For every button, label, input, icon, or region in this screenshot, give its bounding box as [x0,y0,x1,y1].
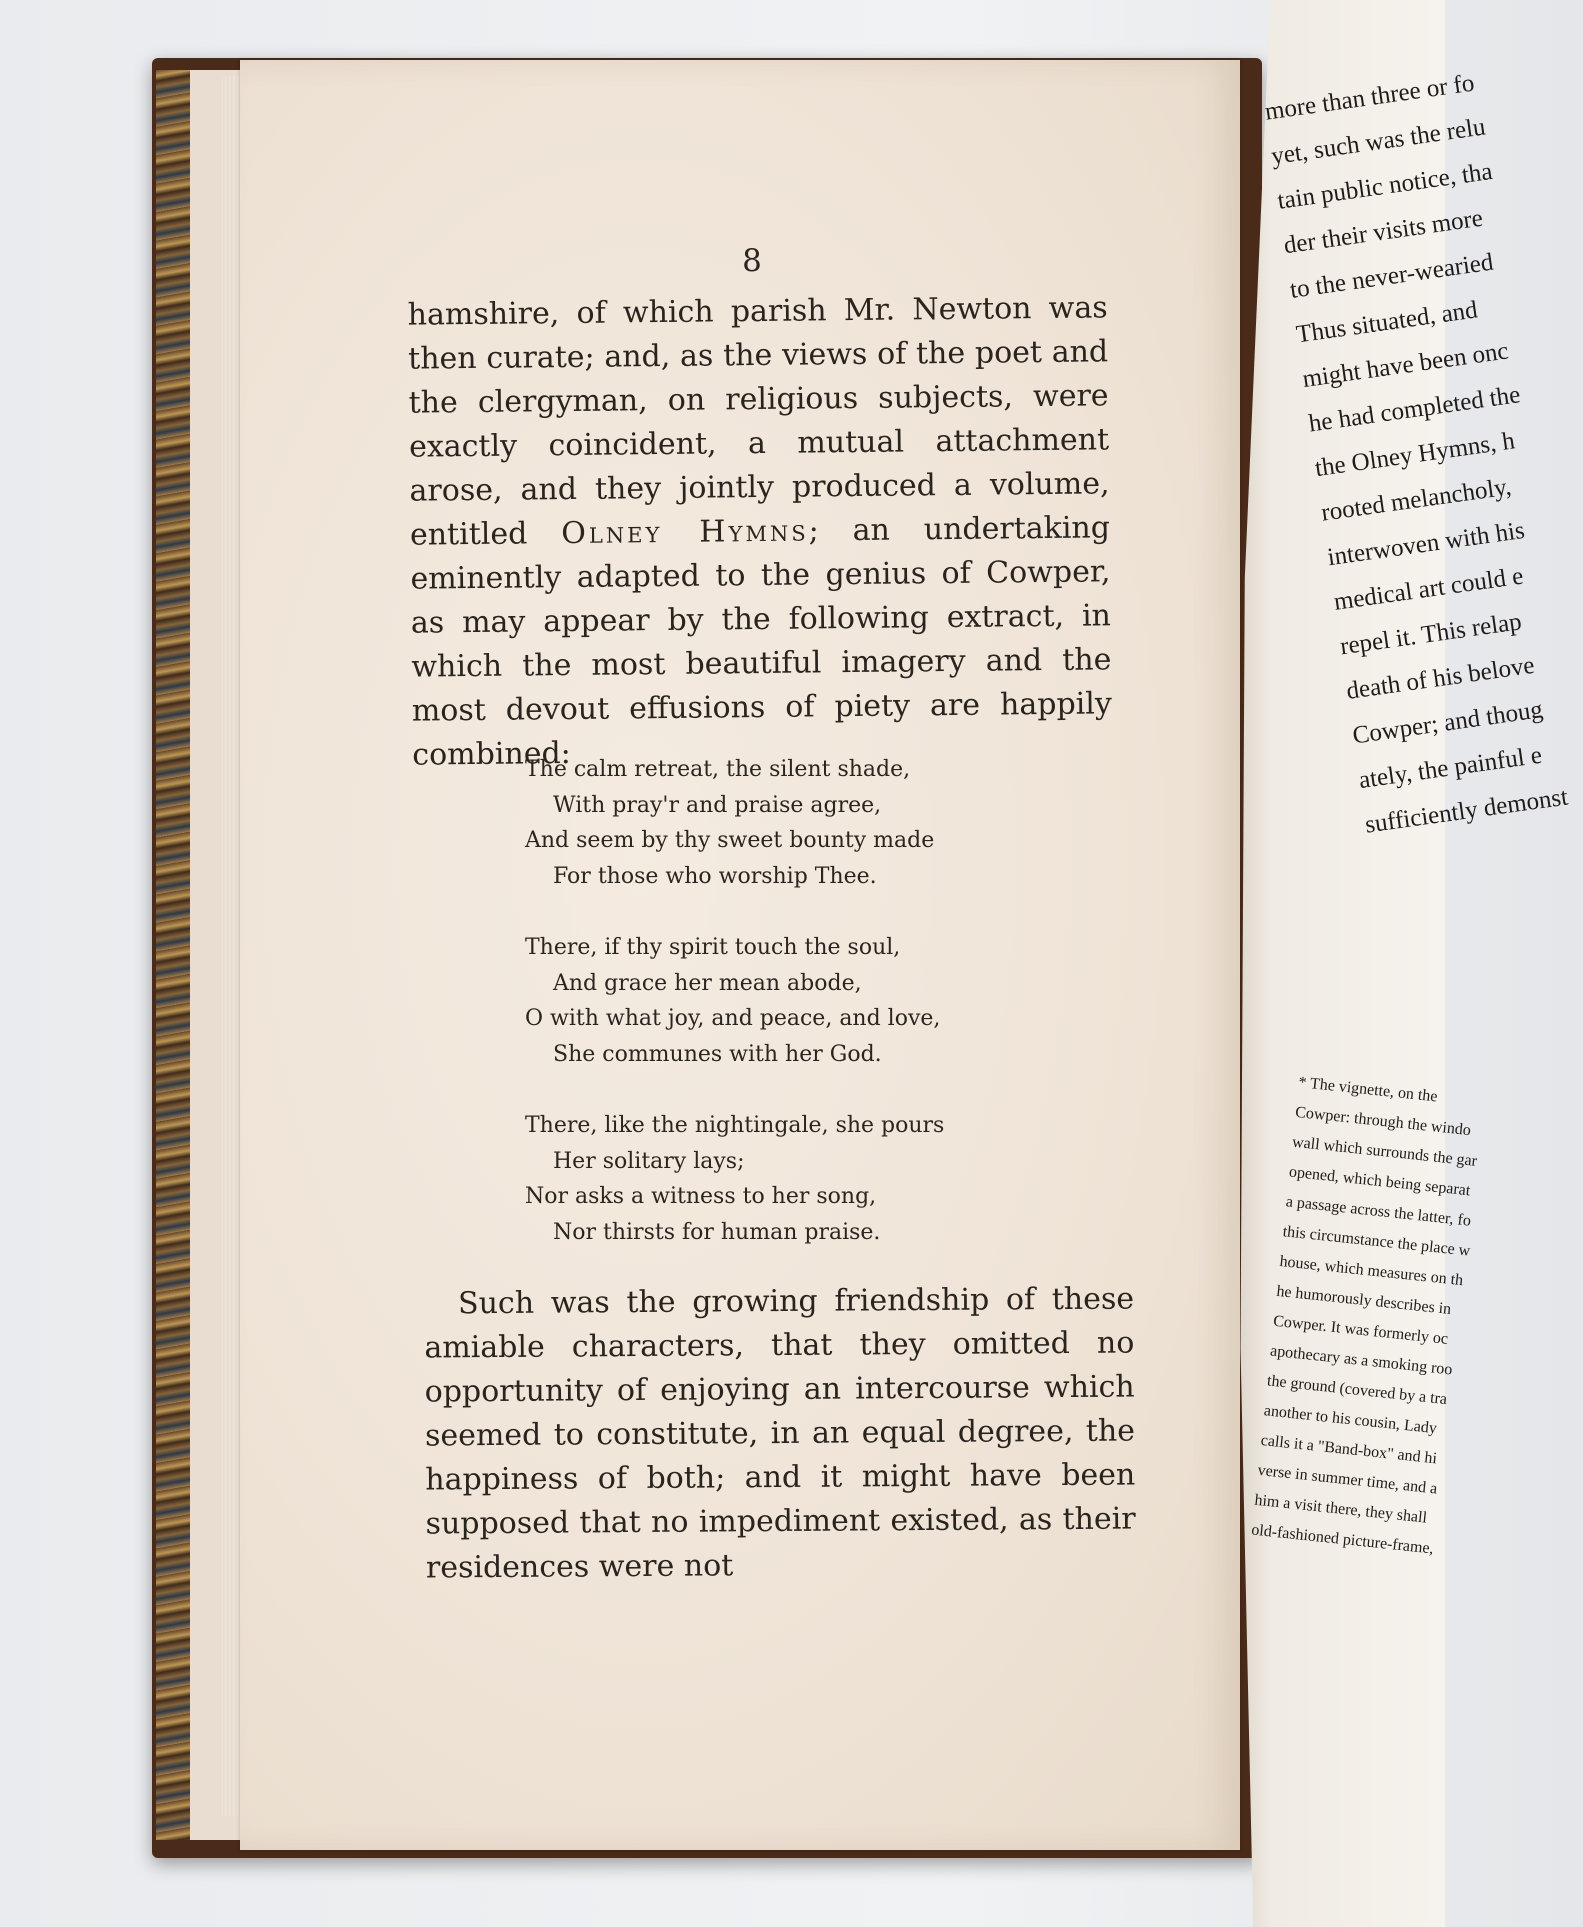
right-line: the Olney Hymns, h [1313,427,1517,483]
right-line: ately, the painful e [1357,741,1544,795]
poem-line: And seem by thy sweet bounty made [525,828,935,853]
right-line: he had completed the [1307,381,1522,438]
footnote-line: verse in summer time, and a [1256,1461,1439,1498]
poem-line: There, if thy spirit touch the soul, [525,935,901,960]
right-line: repel it. This relap [1338,608,1524,661]
footnote-line: Cowper. It was formerly oc [1272,1312,1449,1348]
paragraph-2-text: Such was the growing friendship of these amiable characters, that they omitted no opportunity of enjoying an intercourse which seemed to constitute, in an equal degree, the happiness of both; and it might have been supposed that no impediment existed, as their residences were not [424,1281,1136,1586]
right-line: der their visits more [1282,204,1485,260]
poem-stanza-3 [525,1108,1085,1250]
footnote-line: another to his cousin, Lady [1263,1402,1438,1438]
paragraph-1-text-a: hamshire, of which parish Mr. Newton was then curate; and, as the views of the poet and the clergyman, on religious subjects, were exactly coincident, a mutual attachment arose, and they jointly produced a volume, entitled [407,290,1110,553]
poem-line: There, like the nightingale, she pours [525,1113,945,1138]
page-number: 8 [742,243,762,279]
poem-stanza-2 [525,930,1085,1072]
poem-line: O with what joy, and peace, and love, [525,1006,941,1031]
poem-line: The calm retreat, the silent shade, [525,757,911,782]
footnote-line: opened, which being separat [1288,1163,1472,1200]
right-line: interwoven with his [1325,516,1527,572]
poem-line: Nor asks a witness to her song, [525,1184,877,1209]
footnote-line: him a visit there, they shall [1253,1491,1428,1527]
footnote-line: a passage across the latter, fo [1285,1193,1472,1230]
right-line: more than three or fo [1263,69,1476,126]
book-title-olney-hymns: Olney Hymns [561,513,809,552]
footnote-line: he humorously describes in [1275,1282,1452,1319]
poem [525,752,1085,1286]
footnote-line: this circumstance the place w [1281,1223,1472,1260]
poem-line: Her solitary lays; [553,1148,745,1174]
footnote-line: the ground (covered by a tra [1266,1372,1448,1409]
poem-line: With pray'r and praise agree, [553,792,882,818]
right-line: to the never-wearied [1288,248,1496,304]
footnote-line: Cowper: through the windo [1294,1103,1472,1140]
right-line: Cowper; and thoug [1350,696,1545,750]
poem-stanza-1 [525,752,1085,894]
poem-line: She communes with her God. [553,1041,882,1067]
footnote-line: apothecary as a smoking roo [1269,1342,1454,1379]
footnote-line: house, which measures on th [1278,1252,1464,1290]
footnote-line: wall which surrounds the gar [1291,1133,1478,1170]
paragraph-2 [424,1278,1136,1591]
poem-line: Nor thirsts for human praise. [553,1219,881,1245]
right-line: sufficiently demonst [1363,783,1570,839]
right-line: medical art could e [1332,562,1525,616]
poem-line: For those who worship Thee. [553,863,877,889]
right-line: rooted melancholy, [1319,473,1513,527]
paragraph-1-text-b: ; an undertaking eminently adapted to the genius of Cowper, as may appear by the following extract, in which the most beautiful imagery and the most devout effusions of piety are happily combined: [410,510,1113,773]
right-line: might have been onc [1300,337,1511,394]
poem-line: And grace her mean abode, [553,970,862,996]
footnote-line: * The vignette, on the [1297,1073,1439,1106]
right-line: death of his belove [1344,651,1537,705]
right-line: Thus situated, and [1294,296,1480,349]
right-line: tain public notice, tha [1275,157,1495,215]
paragraph-1 [407,286,1112,777]
footnote-line: calls it a "Band-box" and hi [1259,1431,1438,1468]
right-line: yet, such was the relu [1269,113,1488,171]
footnote-line: old-fashioned picture-frame, [1250,1521,1435,1558]
